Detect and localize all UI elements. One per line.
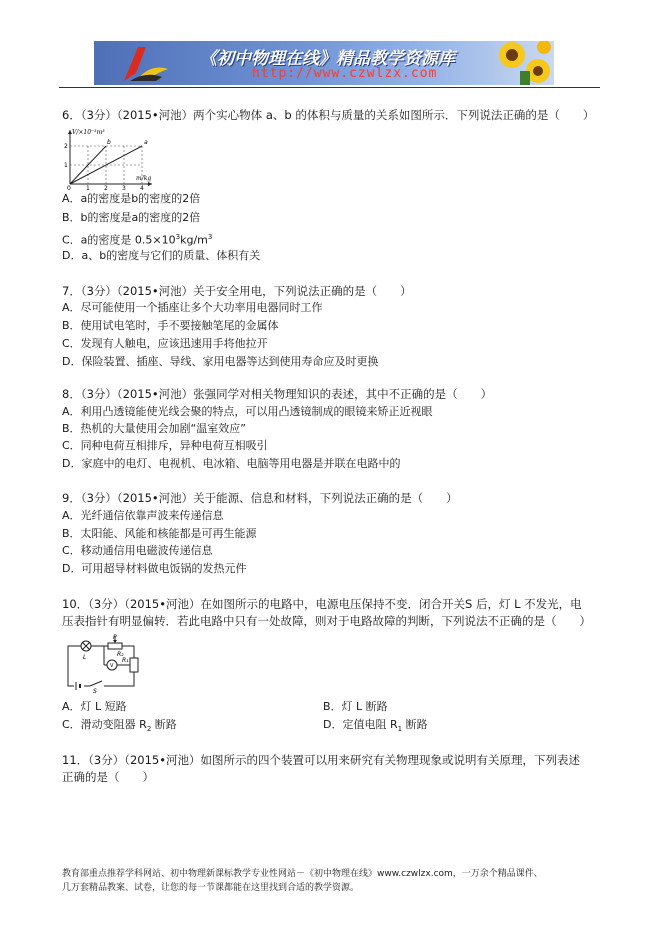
header-rule [59, 87, 600, 88]
graph-xtick-4: 4 [140, 185, 144, 190]
graph-ytick-1: 1 [64, 162, 68, 169]
q8-option-d[interactable]: D．家庭中的电灯、电视机、电冰箱、电脑等用电器是并联在电路中的 [62, 457, 401, 470]
q6-option-c-sup: 3 [175, 233, 181, 241]
q9-option-a[interactable]: A．光纤通信依靠声波来传递信息 [62, 509, 224, 522]
banner-url[interactable]: http://www.czwlzx.com [252, 66, 438, 81]
circuit-label-r2: R₂ [117, 651, 124, 658]
density-graph [62, 126, 158, 190]
q10-option-b[interactable]: B．灯 L 断路 [323, 700, 388, 713]
circuit-diagram [64, 632, 144, 694]
q10-option-c-pre: C．滑动变阻器 R [62, 718, 147, 731]
question-8-stem: 8．（3分）（2015•河池）张强同学对相关物理知识的表述，其中不正确的是（ ） [62, 387, 493, 401]
q7-option-a[interactable]: A．尽可能使用一个插座让多个大功率用电器同时工作 [62, 301, 323, 314]
q9-option-b[interactable]: B．太阳能、风能和核能都是可再生能源 [62, 527, 257, 540]
q6-option-b[interactable]: B．b的密度是a的密度的2倍 [62, 211, 201, 224]
footer-line-2: 几万套精品教案、试卷，让您的每一节课都能在这里找到合适的教学资源。 [62, 883, 360, 893]
q7-option-d[interactable]: D．保险装置、插座、导线、家用电器等达到使用寿命应及时更换 [62, 355, 379, 368]
circuit-label-p: P [113, 634, 117, 641]
graph-ytick-2: 2 [64, 143, 68, 150]
q6-option-c-pre: C．a的密度是 0.5×10 [62, 233, 176, 247]
question-10-stem-line2: 压表指针有明显偏转．若此电路中只有一处故障，则对于电路故障的判断，下列说法不正确的是（ ） [62, 614, 591, 628]
graph-label-a: a [144, 139, 148, 146]
circuit-label-v: V [110, 663, 114, 669]
circuit-label-s: S [93, 688, 97, 694]
graph-label-b: b [107, 139, 111, 146]
question-10-stem-line1: 10．（3分）（2015•河池）在如图所示的电路中，电源电压保持不变．闭合开关S 后，灯 L 不发光，电 [62, 597, 582, 611]
graph-xtick-3: 3 [122, 185, 126, 190]
q7-option-c[interactable]: C．发现有人触电，应该迅速用手将他拉开 [62, 337, 268, 350]
q10-option-c[interactable] [62, 717, 177, 737]
q6-option-c-post: kg/m [180, 233, 208, 247]
q8-option-a[interactable]: A．利用凸透镜能使光线会聚的特点，可以用凸透镜制成的眼镜来矫正近视眼 [62, 405, 433, 418]
q8-option-c[interactable]: C．同种电荷互相排斥，异种电荷互相吸引 [62, 439, 268, 452]
q10-option-d-post: 断路 [402, 718, 428, 731]
header-banner [94, 41, 554, 85]
graph-xtick-2: 2 [104, 185, 108, 190]
q7-option-b[interactable]: B．使用试电笔时，手不要接触笔尾的金属体 [62, 319, 279, 332]
graph-xtick-0: 0 [67, 185, 71, 190]
q10-option-a[interactable]: A．灯 L 短路 [62, 700, 127, 713]
q6-option-c[interactable] [62, 229, 212, 249]
question-9-stem: 9．（3分）（2015•河池）关于能源、信息和材料，下列说法正确的是（ ） [62, 491, 458, 505]
q8-option-b[interactable]: B．热机的大量使用会加剧“温室效应” [62, 422, 246, 435]
q10-option-d[interactable] [323, 717, 428, 737]
circuit-label-l: L [83, 654, 87, 661]
q9-option-d[interactable]: D．可用超导材料做电饭锅的发热元件 [62, 562, 247, 575]
q10-option-d-sub: 1 [397, 725, 403, 734]
question-11-stem-line2: 正确的是（ ） [62, 770, 154, 784]
graph-ylabel: V/×10⁻³m³ [72, 129, 105, 136]
q10-option-d-pre: D．定值电阻 R [323, 718, 398, 731]
rheostat-r2 [108, 643, 122, 649]
q10-option-c-sub: 2 [146, 725, 152, 734]
q9-option-c[interactable]: C．移动通信用电磁波传递信息 [62, 544, 213, 557]
footer-line-1: 教育部重点推荐学科网站、初中物理新课标教学专业性网站－《初中物理在线》www.czwlzx.com，一万余个精品课件、 [62, 869, 543, 879]
site-logo-icon [116, 43, 176, 83]
circuit-label-r1: R₁ [122, 657, 129, 664]
graph-xlabel: m/kg [136, 175, 152, 182]
question-6-stem: 6．（3分）（2015•河池）两个实心物体 a、b 的体积与质量的关系如图所示．下列说法正确的是（ ） [62, 108, 595, 122]
banner-title: 《初中物理在线》精品教学资源库 [200, 49, 455, 69]
q6-option-c-unit-sup: 3 [207, 233, 213, 241]
resistor-r1 [130, 658, 138, 672]
question-11-stem-line1: 11．（3分）（2015•河池）如图所示的四个装置可以用来研究有关物理现象或说明有关原理，下列表述 [62, 753, 580, 767]
graph-xtick-1: 1 [86, 185, 90, 190]
q6-option-d[interactable]: D．a、b的密度与它们的质量、体积有关 [62, 249, 261, 262]
q6-option-a[interactable]: A．a的密度是b的密度的2倍 [62, 192, 201, 205]
q10-option-c-post: 断路 [151, 718, 177, 731]
question-7-stem: 7．（3分）（2015•河池）关于安全用电，下列说法正确的是（ ） [62, 284, 412, 298]
sunflower-icon [492, 41, 554, 85]
